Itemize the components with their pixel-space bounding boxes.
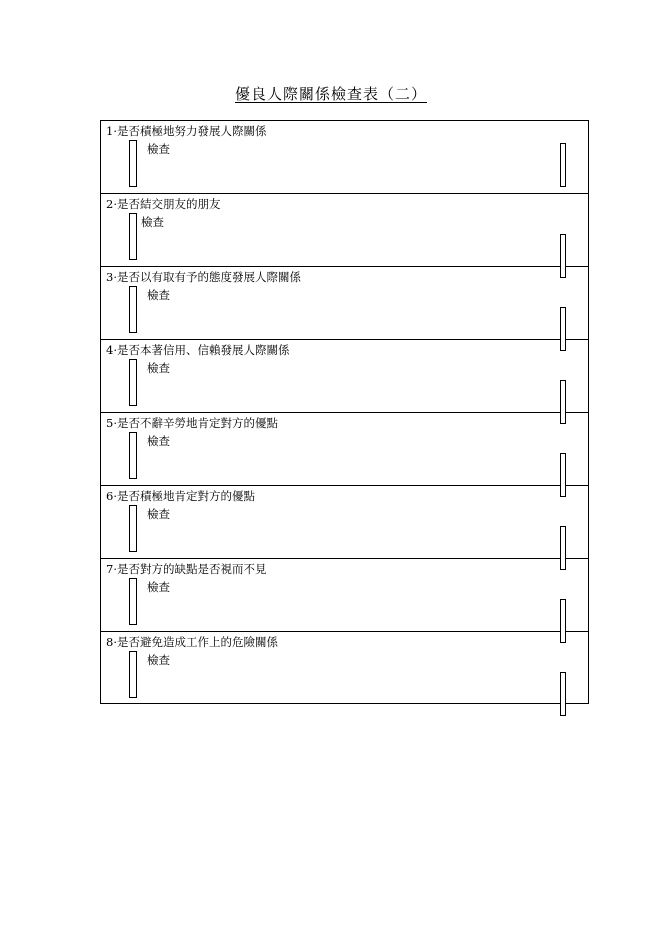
check-box[interactable] <box>129 140 137 187</box>
right-check-box-3[interactable] <box>560 307 566 351</box>
row-check-label: 檢查 <box>147 142 170 156</box>
row-check-label: 檢查 <box>147 580 170 594</box>
checklist-row-7 <box>101 559 588 632</box>
row-question: 2·是否結交朋友的朋友 <box>106 197 221 211</box>
page-title-text: 優良人際關係檢查表（二） <box>234 85 427 103</box>
right-check-box-4[interactable] <box>560 380 566 424</box>
checklist-row-4 <box>101 340 588 413</box>
check-box[interactable] <box>129 213 137 260</box>
row-check-label: 檢查 <box>147 434 170 448</box>
row-question: 5·是否不辭辛勞地肯定對方的優點 <box>106 416 278 430</box>
row-check-label: 檢查 <box>147 653 170 667</box>
row-question: 7·是否對方的缺點是否視而不見 <box>106 562 267 576</box>
check-box[interactable] <box>129 651 137 698</box>
right-check-box-8[interactable] <box>560 672 566 716</box>
check-box[interactable] <box>129 286 137 333</box>
checklist-row-5 <box>101 413 588 486</box>
check-box[interactable] <box>129 578 137 625</box>
row-check-label: 檢查 <box>147 507 170 521</box>
check-box[interactable] <box>129 505 137 552</box>
checklist-row-6 <box>101 486 588 559</box>
right-check-box-2[interactable] <box>560 234 566 278</box>
row-question: 8·是否避免造成工作上的危險關係 <box>106 635 278 649</box>
page-title <box>0 84 662 104</box>
row-question: 1·是否積極地努力發展人際關係 <box>106 124 267 138</box>
row-check-label: 檢查 <box>147 288 170 302</box>
right-check-box-6[interactable] <box>560 526 566 570</box>
row-question: 3·是否以有取有予的態度發展人際關係 <box>106 270 301 284</box>
checklist-row-2 <box>101 194 588 267</box>
row-check-label: 檢查 <box>141 215 164 229</box>
checklist-row-1 <box>101 121 588 194</box>
right-check-box-5[interactable] <box>560 453 566 497</box>
right-check-box-1[interactable] <box>560 143 566 187</box>
checklist-table <box>100 120 589 704</box>
check-box[interactable] <box>129 432 137 479</box>
right-check-box-7[interactable] <box>560 599 566 643</box>
check-box[interactable] <box>129 359 137 406</box>
row-question: 4·是否本著信用、信賴發展人際關係 <box>106 343 290 357</box>
checklist-row-3 <box>101 267 588 340</box>
row-check-label: 檢查 <box>147 361 170 375</box>
row-question: 6·是否積極地肯定對方的優點 <box>106 489 255 503</box>
checklist-row-8 <box>101 632 588 705</box>
